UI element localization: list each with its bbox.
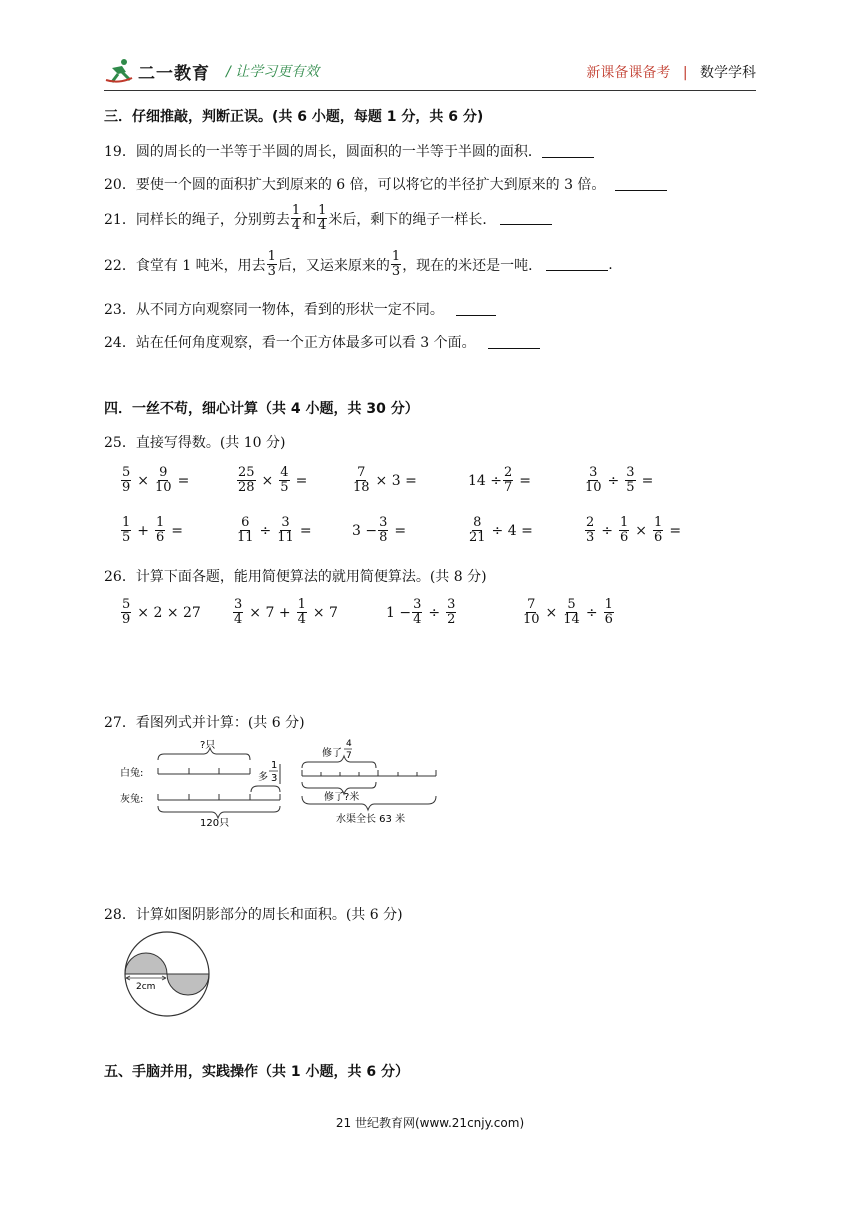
calc-26a: $\frac{5}{9}$ × 2 × 27	[122, 597, 201, 627]
calc-3: $\frac{7}{18}$ × 3 =	[353, 465, 417, 495]
calc-1: $\frac{5}{9}$ × $\frac{9}{10}$ =	[122, 465, 190, 495]
question-22: 22．食堂有 1 吨米，用去 $\frac{1}{3}$ 后，又运来原来的 $\frac{1}{3}$ ，现在的米还是一吨． .	[104, 249, 613, 279]
fig27-canal-label: 水渠全长 63 米	[336, 814, 406, 825]
svg-text:4: 4	[346, 739, 352, 749]
calc-6: $\frac{1}{5}$ + $\frac{1}{6}$ =	[122, 515, 184, 545]
fig27-white-label: 白兔:	[120, 768, 144, 779]
calc-9: $\frac{8}{21}$ ÷ 4 =	[469, 515, 533, 545]
question-28: 28．计算如图阴影部分的周长和面积。(共 6 分)	[104, 907, 403, 923]
answer-blank[interactable]	[615, 178, 667, 191]
answer-blank[interactable]	[456, 303, 496, 316]
header-rule	[104, 90, 756, 91]
fig27-repaired-q: 修了?米	[324, 792, 360, 803]
section3-title: 三．仔细推敲，判断正误。(共 6 小题，每题 1 分，共 6 分)	[104, 109, 484, 125]
calc-5: $\frac{3}{10}$ ÷ $\frac{3}{5}$ =	[585, 465, 654, 495]
answer-blank[interactable]	[500, 212, 552, 225]
answer-blank[interactable]	[546, 258, 608, 271]
calc-26c: 1 − $\frac{3}{4}$ ÷ $\frac{3}{2}$	[386, 597, 456, 627]
fig27-unknown-label: ?只	[200, 740, 216, 751]
calc-2: $\frac{25}{28}$ × $\frac{4}{5}$ =	[238, 465, 308, 495]
question-19: 19．圆的周长的一半等于半圆的周长，圆面积的一半等于半圆的面积．	[104, 141, 594, 161]
calc-10: $\frac{2}{3}$ ÷ $\frac{1}{6}$ × $\frac{1}{6}$ =	[586, 515, 682, 545]
answer-blank[interactable]	[542, 145, 594, 158]
logo-text: 二一教育	[138, 63, 210, 84]
header-brand	[104, 58, 319, 84]
calc-8: 3 − $\frac{3}{8}$ =	[352, 515, 407, 545]
fig27-total-label: 120只	[200, 818, 230, 828]
fig27-more-label: 多	[258, 772, 268, 783]
fraction: $\frac{1}{4}$	[291, 203, 301, 233]
figure-28	[122, 930, 212, 1020]
question-26: 26．计算下面各题，能用简便算法的就用简便算法。(共 8 分)	[104, 569, 487, 585]
question-24: 24．站在任何角度观察，看一个正方体最多可以看 3 个面。	[104, 332, 540, 352]
svg-text:1: 1	[271, 760, 278, 771]
calc-7: $\frac{6}{11}$ ÷ $\frac{3}{11}$ =	[237, 515, 312, 545]
question-23: 23．从不同方向观察同一物体，看到的形状一定不同。	[104, 299, 496, 319]
slogan: / 让学习更有效	[226, 64, 320, 80]
header-tagline: 新课备课备考	[586, 65, 671, 81]
question-21: 21．同样长的绳子，分别剪去 $\frac{1}{4}$ 和 $\frac{1}{4}$ 米后，剩下的绳子一样长．	[104, 204, 552, 233]
runner-logo-icon	[104, 58, 134, 84]
question-27: 27．看图列式并计算：(共 6 分)	[104, 715, 305, 731]
fig27-repaired-label: 修了	[322, 748, 342, 759]
section4-title: 四．一丝不苟，细心计算（共 4 小题，共 30 分）	[104, 401, 419, 417]
svg-text:3: 3	[271, 773, 278, 784]
figure-27	[118, 736, 448, 828]
header-right	[586, 62, 756, 82]
calc-26b: $\frac{3}{4}$ × 7 + $\frac{1}{4}$ × 7	[234, 597, 338, 627]
fig28-diameter-label: 2cm	[136, 982, 156, 992]
svg-text:7: 7	[346, 751, 352, 761]
footer: 21 世纪教育网(www.21cnjy.com)	[335, 1116, 525, 1130]
fraction: $\frac{1}{3}$	[391, 249, 401, 279]
fraction: $\frac{1}{3}$	[267, 249, 276, 279]
header-subject: 数学学科	[700, 65, 756, 81]
calc-26d: $\frac{7}{10}$ × $\frac{5}{14}$ ÷ $\frac{1}{6}$	[523, 597, 613, 627]
answer-blank[interactable]	[488, 336, 540, 349]
fig27-grey-label: 灰兔:	[120, 794, 144, 805]
question-25: 25．直接写得数。(共 10 分)	[104, 435, 286, 451]
header-separator: |	[682, 65, 688, 81]
fraction: $\frac{1}{4}$	[318, 203, 327, 233]
section5-title: 五、手脑并用，实践操作（共 1 小题，共 6 分）	[104, 1064, 409, 1080]
question-20: 20．要使一个圆的面积扩大到原来的 6 倍，可以将它的半径扩大到原来的 3 倍。	[104, 174, 667, 194]
calc-4: 14 ÷ $\frac{2}{7}$ =	[468, 465, 532, 495]
